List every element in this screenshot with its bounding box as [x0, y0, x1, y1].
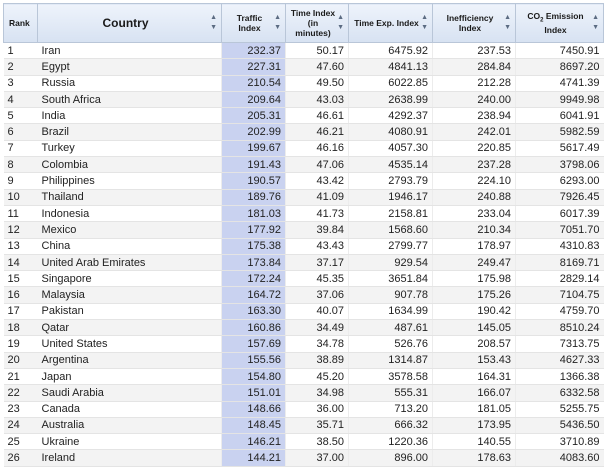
cell-time-exp-index: 3651.84	[349, 271, 433, 287]
cell-time-index: 40.07	[286, 303, 349, 319]
cell-traffic-index: 173.84	[222, 254, 286, 270]
cell-co2-emission-index: 8697.20	[516, 59, 604, 75]
table-row	[4, 320, 604, 336]
cell-time-index: 37.17	[286, 254, 349, 270]
cell-inefficiency-index: 175.26	[433, 287, 516, 303]
cell-traffic-index: 205.31	[222, 108, 286, 124]
cell-rank: 11	[4, 205, 38, 221]
cell-time-exp-index: 929.54	[349, 254, 433, 270]
cell-traffic-index: 177.92	[222, 222, 286, 238]
cell-co2-emission-index: 5436.50	[516, 417, 604, 433]
cell-traffic-index: 202.99	[222, 124, 286, 140]
cell-country: United Arab Emirates	[38, 254, 222, 270]
cell-time-exp-index: 6475.92	[349, 43, 433, 59]
co2-suffix: Emission Index	[543, 10, 584, 36]
cell-co2-emission-index: 6332.58	[516, 385, 604, 401]
cell-co2-emission-index: 1366.38	[516, 368, 604, 384]
column-header-traffic-index-label: Traffic Index	[236, 13, 263, 33]
cell-inefficiency-index: 164.31	[433, 368, 516, 384]
cell-country: Japan	[38, 368, 222, 384]
cell-time-exp-index: 1946.17	[349, 189, 433, 205]
cell-rank: 5	[4, 108, 38, 124]
cell-country: Pakistan	[38, 303, 222, 319]
cell-time-exp-index: 1568.60	[349, 222, 433, 238]
cell-inefficiency-index: 210.34	[433, 222, 516, 238]
cell-inefficiency-index: 145.05	[433, 320, 516, 336]
cell-time-index: 49.50	[286, 75, 349, 91]
cell-country: Ireland	[38, 450, 222, 466]
cell-rank: 8	[4, 157, 38, 173]
cell-time-index: 46.16	[286, 140, 349, 156]
cell-co2-emission-index: 5617.49	[516, 140, 604, 156]
cell-inefficiency-index: 166.07	[433, 385, 516, 401]
cell-time-index: 50.17	[286, 43, 349, 59]
cell-rank: 25	[4, 434, 38, 450]
cell-time-exp-index: 4841.13	[349, 59, 433, 75]
cell-rank: 19	[4, 336, 38, 352]
cell-rank: 23	[4, 401, 38, 417]
table-row	[4, 43, 604, 59]
cell-traffic-index: 155.56	[222, 352, 286, 368]
cell-co2-emission-index: 2829.14	[516, 271, 604, 287]
cell-time-index: 46.61	[286, 108, 349, 124]
cell-rank: 7	[4, 140, 38, 156]
cell-country: Saudi Arabia	[38, 385, 222, 401]
table-row	[4, 205, 604, 221]
cell-time-exp-index: 713.20	[349, 401, 433, 417]
cell-inefficiency-index: 208.57	[433, 336, 516, 352]
table-row	[4, 271, 604, 287]
cell-country: Singapore	[38, 271, 222, 287]
cell-country: Canada	[38, 401, 222, 417]
cell-country: South Africa	[38, 91, 222, 107]
cell-co2-emission-index: 4083.60	[516, 450, 604, 466]
cell-time-exp-index: 526.76	[349, 336, 433, 352]
cell-rank: 1	[4, 43, 38, 59]
table-row	[4, 450, 604, 466]
cell-time-exp-index: 6022.85	[349, 75, 433, 91]
cell-rank: 18	[4, 320, 38, 336]
cell-inefficiency-index: 237.28	[433, 157, 516, 173]
cell-inefficiency-index: 240.00	[433, 91, 516, 107]
cell-rank: 21	[4, 368, 38, 384]
cell-traffic-index: 148.66	[222, 401, 286, 417]
cell-co2-emission-index: 4627.33	[516, 352, 604, 368]
cell-time-index: 38.50	[286, 434, 349, 450]
cell-time-exp-index: 2158.81	[349, 205, 433, 221]
cell-time-exp-index: 907.78	[349, 287, 433, 303]
table-row	[4, 434, 604, 450]
table-body	[4, 43, 604, 467]
table-row	[4, 303, 604, 319]
cell-time-index: 34.49	[286, 320, 349, 336]
cell-inefficiency-index: 181.05	[433, 401, 516, 417]
cell-country: Russia	[38, 75, 222, 91]
cell-inefficiency-index: 240.88	[433, 189, 516, 205]
cell-rank: 22	[4, 385, 38, 401]
cell-inefficiency-index: 238.94	[433, 108, 516, 124]
cell-traffic-index: 191.43	[222, 157, 286, 173]
cell-inefficiency-index: 249.47	[433, 254, 516, 270]
table-header	[4, 4, 604, 43]
table-row	[4, 59, 604, 75]
cell-co2-emission-index: 7926.45	[516, 189, 604, 205]
cell-co2-emission-index: 4741.39	[516, 75, 604, 91]
cell-inefficiency-index: 220.85	[433, 140, 516, 156]
table-row	[4, 75, 604, 91]
cell-country: Mexico	[38, 222, 222, 238]
cell-time-index: 43.42	[286, 173, 349, 189]
cell-traffic-index: 199.67	[222, 140, 286, 156]
cell-co2-emission-index: 7450.91	[516, 43, 604, 59]
cell-rank: 13	[4, 238, 38, 254]
cell-co2-emission-index: 7051.70	[516, 222, 604, 238]
column-header-country-label: Country	[102, 16, 149, 30]
cell-co2-emission-index: 9949.98	[516, 91, 604, 107]
column-header-inefficiency-index-label: Inefficiency Index	[446, 13, 494, 33]
cell-traffic-index: 172.24	[222, 271, 286, 287]
cell-inefficiency-index: 190.42	[433, 303, 516, 319]
cell-inefficiency-index: 224.10	[433, 173, 516, 189]
cell-co2-emission-index: 4759.70	[516, 303, 604, 319]
cell-country: China	[38, 238, 222, 254]
column-header-traffic-index[interactable]	[222, 4, 286, 43]
table-row	[4, 287, 604, 303]
cell-co2-emission-index: 3798.06	[516, 157, 604, 173]
sort-arrows-icon: ▲ ▼	[337, 14, 344, 31]
sort-arrows-icon: ▲ ▼	[274, 14, 281, 31]
cell-co2-emission-index: 8510.24	[516, 320, 604, 336]
cell-traffic-index: 157.69	[222, 336, 286, 352]
cell-time-exp-index: 2799.77	[349, 238, 433, 254]
cell-inefficiency-index: 233.04	[433, 205, 516, 221]
cell-time-exp-index: 4292.37	[349, 108, 433, 124]
traffic-index-table-container	[3, 3, 603, 467]
cell-country: Qatar	[38, 320, 222, 336]
cell-time-index: 43.03	[286, 91, 349, 107]
cell-traffic-index: 227.31	[222, 59, 286, 75]
cell-time-index: 41.09	[286, 189, 349, 205]
cell-traffic-index: 144.21	[222, 450, 286, 466]
cell-time-index: 34.78	[286, 336, 349, 352]
cell-country: Thailand	[38, 189, 222, 205]
cell-rank: 14	[4, 254, 38, 270]
table-row	[4, 140, 604, 156]
sort-arrows-icon: ▲ ▼	[592, 14, 599, 31]
table-row	[4, 254, 604, 270]
table-row	[4, 108, 604, 124]
cell-time-exp-index: 4080.91	[349, 124, 433, 140]
cell-co2-emission-index: 6293.00	[516, 173, 604, 189]
cell-time-index: 37.00	[286, 450, 349, 466]
cell-inefficiency-index: 178.63	[433, 450, 516, 466]
column-header-rank[interactable]	[4, 4, 38, 43]
cell-co2-emission-index: 7104.75	[516, 287, 604, 303]
cell-inefficiency-index: 153.43	[433, 352, 516, 368]
cell-traffic-index: 232.37	[222, 43, 286, 59]
cell-country: Colombia	[38, 157, 222, 173]
cell-co2-emission-index: 7313.75	[516, 336, 604, 352]
cell-rank: 6	[4, 124, 38, 140]
table-row	[4, 189, 604, 205]
cell-time-exp-index: 487.61	[349, 320, 433, 336]
cell-time-index: 37.06	[286, 287, 349, 303]
sort-arrows-icon: ▲ ▼	[504, 14, 511, 31]
cell-traffic-index: 163.30	[222, 303, 286, 319]
cell-inefficiency-index: 175.98	[433, 271, 516, 287]
table-row	[4, 91, 604, 107]
cell-time-exp-index: 2793.79	[349, 173, 433, 189]
cell-rank: 20	[4, 352, 38, 368]
table-row	[4, 336, 604, 352]
table-row	[4, 352, 604, 368]
cell-time-exp-index: 1314.87	[349, 352, 433, 368]
column-header-time-index[interactable]	[286, 4, 349, 43]
table-row	[4, 222, 604, 238]
column-header-time-index-label: Time Index (in minutes)	[290, 8, 336, 38]
table-row	[4, 401, 604, 417]
cell-country: Argentina	[38, 352, 222, 368]
sort-arrows-icon: ▲ ▼	[210, 14, 217, 31]
column-header-time-exp-index-label: Time Exp. Index	[354, 18, 419, 28]
cell-time-index: 36.00	[286, 401, 349, 417]
cell-rank: 26	[4, 450, 38, 466]
column-header-inefficiency-index[interactable]	[433, 4, 516, 43]
cell-country: Australia	[38, 417, 222, 433]
cell-traffic-index: 164.72	[222, 287, 286, 303]
cell-time-index: 38.89	[286, 352, 349, 368]
cell-co2-emission-index: 6041.91	[516, 108, 604, 124]
cell-rank: 15	[4, 271, 38, 287]
cell-time-exp-index: 1220.36	[349, 434, 433, 450]
table-row	[4, 124, 604, 140]
traffic-index-table	[3, 3, 604, 467]
cell-time-index: 41.73	[286, 205, 349, 221]
cell-country: Egypt	[38, 59, 222, 75]
cell-inefficiency-index: 242.01	[433, 124, 516, 140]
cell-rank: 9	[4, 173, 38, 189]
cell-rank: 17	[4, 303, 38, 319]
cell-inefficiency-index: 173.95	[433, 417, 516, 433]
cell-traffic-index: 190.57	[222, 173, 286, 189]
cell-inefficiency-index: 140.55	[433, 434, 516, 450]
cell-time-exp-index: 2638.99	[349, 91, 433, 107]
cell-traffic-index: 146.21	[222, 434, 286, 450]
cell-country: Turkey	[38, 140, 222, 156]
cell-time-exp-index: 666.32	[349, 417, 433, 433]
cell-time-exp-index: 4535.14	[349, 157, 433, 173]
table-row	[4, 173, 604, 189]
cell-rank: 12	[4, 222, 38, 238]
co2-prefix: CO	[527, 10, 541, 21]
cell-rank: 24	[4, 417, 38, 433]
cell-time-index: 45.20	[286, 368, 349, 384]
cell-traffic-index: 175.38	[222, 238, 286, 254]
cell-rank: 2	[4, 59, 38, 75]
cell-inefficiency-index: 284.84	[433, 59, 516, 75]
cell-country: Iran	[38, 43, 222, 59]
sort-arrows-icon: ▲ ▼	[421, 14, 428, 31]
column-header-co2-emission-index-label	[519, 11, 600, 36]
cell-rank: 10	[4, 189, 38, 205]
cell-time-index: 43.43	[286, 238, 349, 254]
cell-co2-emission-index: 4310.83	[516, 238, 604, 254]
cell-country: Brazil	[38, 124, 222, 140]
table-row	[4, 238, 604, 254]
cell-time-exp-index: 3578.58	[349, 368, 433, 384]
cell-co2-emission-index: 5982.59	[516, 124, 604, 140]
cell-traffic-index: 189.76	[222, 189, 286, 205]
cell-time-exp-index: 1634.99	[349, 303, 433, 319]
cell-time-index: 34.98	[286, 385, 349, 401]
cell-country: India	[38, 108, 222, 124]
cell-time-index: 46.21	[286, 124, 349, 140]
cell-inefficiency-index: 212.28	[433, 75, 516, 91]
column-header-country[interactable]	[38, 4, 222, 43]
column-header-co2-emission-index[interactable]	[516, 4, 604, 43]
cell-time-index: 47.06	[286, 157, 349, 173]
cell-rank: 4	[4, 91, 38, 107]
cell-rank: 16	[4, 287, 38, 303]
cell-traffic-index: 210.54	[222, 75, 286, 91]
cell-traffic-index: 154.80	[222, 368, 286, 384]
table-row	[4, 368, 604, 384]
co2-subscript: 2	[540, 17, 544, 24]
cell-time-index: 47.60	[286, 59, 349, 75]
cell-co2-emission-index: 8169.71	[516, 254, 604, 270]
table-row	[4, 157, 604, 173]
cell-time-exp-index: 555.31	[349, 385, 433, 401]
cell-traffic-index: 151.01	[222, 385, 286, 401]
cell-time-index: 45.35	[286, 271, 349, 287]
cell-traffic-index: 209.64	[222, 91, 286, 107]
cell-co2-emission-index: 3710.89	[516, 434, 604, 450]
table-row	[4, 385, 604, 401]
cell-rank: 3	[4, 75, 38, 91]
cell-country: Philippines	[38, 173, 222, 189]
cell-country: Indonesia	[38, 205, 222, 221]
column-header-time-exp-index[interactable]	[349, 4, 433, 43]
cell-country: Ukraine	[38, 434, 222, 450]
cell-country: United States	[38, 336, 222, 352]
cell-country: Malaysia	[38, 287, 222, 303]
cell-traffic-index: 148.45	[222, 417, 286, 433]
cell-traffic-index: 160.86	[222, 320, 286, 336]
cell-co2-emission-index: 5255.75	[516, 401, 604, 417]
cell-time-exp-index: 4057.30	[349, 140, 433, 156]
table-row	[4, 417, 604, 433]
cell-co2-emission-index: 6017.39	[516, 205, 604, 221]
cell-time-index: 39.84	[286, 222, 349, 238]
cell-inefficiency-index: 237.53	[433, 43, 516, 59]
column-header-rank-label: Rank	[9, 18, 30, 28]
cell-time-index: 35.71	[286, 417, 349, 433]
cell-time-exp-index: 896.00	[349, 450, 433, 466]
cell-inefficiency-index: 178.97	[433, 238, 516, 254]
cell-traffic-index: 181.03	[222, 205, 286, 221]
